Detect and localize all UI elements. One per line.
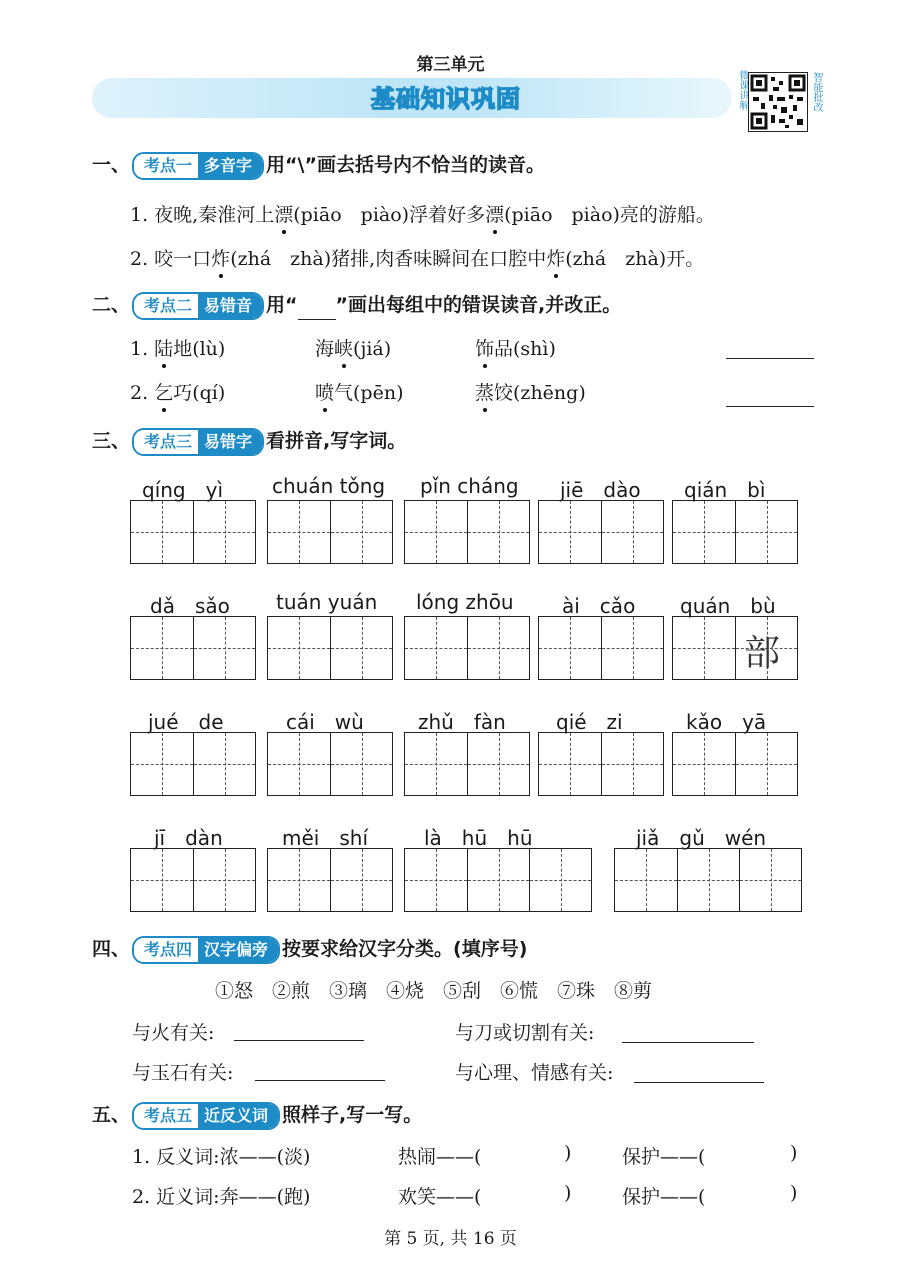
- writing-grid[interactable]: [672, 616, 798, 680]
- close-paren: ): [790, 1142, 798, 1164]
- pinyin-label: chuán tǒng: [272, 474, 386, 498]
- category-label: 与火有关:: [132, 1022, 215, 1044]
- category-label: 与心理、情感有关:: [455, 1062, 614, 1084]
- question-item: 欢笑——(: [398, 1186, 482, 1208]
- topic-badge: 考点五 近反义词: [132, 1102, 280, 1130]
- section-instruction: 用“\”画去括号内不恰当的读音。: [266, 154, 545, 176]
- question-line: 1. 夜晚,秦淮河上漂(piāo piào)浮着好多漂(piāo piào)亮的游船。: [130, 204, 715, 226]
- pinyin-label: pǐn cháng: [420, 474, 519, 498]
- pinyin-label: jiǎ gǔ wén: [636, 826, 767, 850]
- question-item: 保护——(: [622, 1186, 706, 1208]
- topic-badge: 考点四 汉字偏旁: [132, 936, 280, 964]
- unit-title: 第三单元: [416, 55, 485, 75]
- category-label: 与刀或切割有关:: [455, 1022, 595, 1044]
- character-list: ①怒 ②煎 ③璃 ④烧 ⑤刮 ⑥慌 ⑦珠 ⑧剪: [215, 980, 653, 1002]
- section-2-heading: 二、 考点二 易错音 用“ ”画出每组中的错误读音,并改正。: [92, 290, 621, 320]
- pinyin-label: là hū hū: [424, 826, 533, 850]
- pinyin-label: qíng yì: [142, 478, 224, 502]
- section-1-heading: [92, 150, 545, 180]
- page-number: 第 5 页, 共 16 页: [384, 1229, 517, 1249]
- pinyin-label: quán bù: [680, 594, 776, 618]
- question-row: 1. 陆地(lù): [130, 338, 226, 360]
- writing-grid[interactable]: [267, 500, 393, 564]
- qr-right-label: 智能批改: [811, 72, 822, 112]
- writing-grid[interactable]: [267, 616, 393, 680]
- answer-blank[interactable]: [622, 1042, 754, 1043]
- pinyin-label: ài cǎo: [562, 594, 636, 618]
- pinyin-label: jiē dào: [560, 478, 641, 502]
- answer-blank[interactable]: [726, 406, 814, 407]
- example-item: 2. 近义词:奔——(跑): [132, 1186, 311, 1208]
- qr-code-icon[interactable]: [748, 72, 808, 132]
- writing-grid[interactable]: [267, 732, 393, 796]
- question-item: 海峡(jiá): [315, 338, 392, 360]
- underline-symbol: [298, 301, 336, 320]
- section-number: 一、: [92, 154, 131, 176]
- question-item: 喷气(pēn): [315, 382, 404, 404]
- pinyin-label: jī dàn: [154, 826, 223, 850]
- writing-grid[interactable]: [538, 616, 664, 680]
- pinyin-label: qián bì: [684, 478, 766, 502]
- writing-grid[interactable]: [538, 500, 664, 564]
- handwritten-character: 部: [744, 633, 781, 674]
- question-item: 热闹——(: [398, 1146, 482, 1168]
- writing-grid[interactable]: [130, 732, 256, 796]
- writing-grid[interactable]: [672, 500, 798, 564]
- topic-badge: 考点二 易错音: [132, 292, 264, 320]
- close-paren: ): [564, 1142, 572, 1164]
- pinyin-label: měi shí: [282, 826, 368, 850]
- pinyin-label: cái wù: [286, 710, 364, 734]
- pinyin-label: dǎ sǎo: [150, 594, 230, 618]
- answer-blank[interactable]: [255, 1080, 385, 1081]
- writing-grid[interactable]: [614, 848, 802, 912]
- writing-grid[interactable]: [404, 500, 530, 564]
- question-row: 2. 乞巧(qí): [130, 382, 226, 404]
- topic-badge: 考点一 多音字: [132, 152, 264, 180]
- topic-badge: 考点三 易错字: [132, 428, 264, 456]
- section-4-heading: 四、 考点四 汉字偏旁 按要求给汉字分类。(填序号): [92, 934, 527, 964]
- writing-grid[interactable]: [130, 616, 256, 680]
- writing-grid[interactable]: [404, 848, 592, 912]
- question-item: 饰品(shì): [475, 338, 556, 360]
- answer-blank[interactable]: [634, 1082, 764, 1083]
- question-line: 2. 咬一口炸(zhá zhà)猪排,肉香味瞬间在口腔中炸(zhá zhà)开。: [130, 248, 705, 270]
- question-item: 保护——(: [622, 1146, 706, 1168]
- writing-grid[interactable]: [130, 500, 256, 564]
- section-3-heading: 三、 考点三 易错字 看拼音,写字词。: [92, 426, 406, 456]
- close-paren: ): [790, 1182, 798, 1204]
- pinyin-label: qié zi: [556, 710, 623, 734]
- close-paren: ): [564, 1182, 572, 1204]
- pinyin-label: jué de: [148, 710, 224, 734]
- pinyin-label: kǎo yā: [686, 710, 767, 734]
- pinyin-label: zhǔ fàn: [418, 710, 506, 734]
- question-item: 蒸饺(zhēng): [475, 382, 586, 404]
- writing-grid[interactable]: [404, 616, 530, 680]
- writing-grid[interactable]: [267, 848, 393, 912]
- writing-grid[interactable]: [404, 732, 530, 796]
- answer-blank[interactable]: [234, 1040, 364, 1041]
- example-item: 1. 反义词:浓——(淡): [132, 1146, 311, 1168]
- writing-grid[interactable]: [672, 732, 798, 796]
- pinyin-label: lóng zhōu: [416, 590, 514, 614]
- section-5-heading: 五、 考点五 近反义词 照样子,写一写。: [92, 1100, 422, 1130]
- answer-blank[interactable]: [726, 358, 814, 359]
- category-label: 与玉石有关:: [132, 1062, 234, 1084]
- qr-left-label: 微课讲解: [737, 70, 748, 110]
- writing-grid[interactable]: [130, 848, 256, 912]
- page-title: 基础知识巩固: [371, 85, 521, 113]
- writing-grid[interactable]: [538, 732, 664, 796]
- pinyin-label: tuán yuán: [276, 590, 378, 614]
